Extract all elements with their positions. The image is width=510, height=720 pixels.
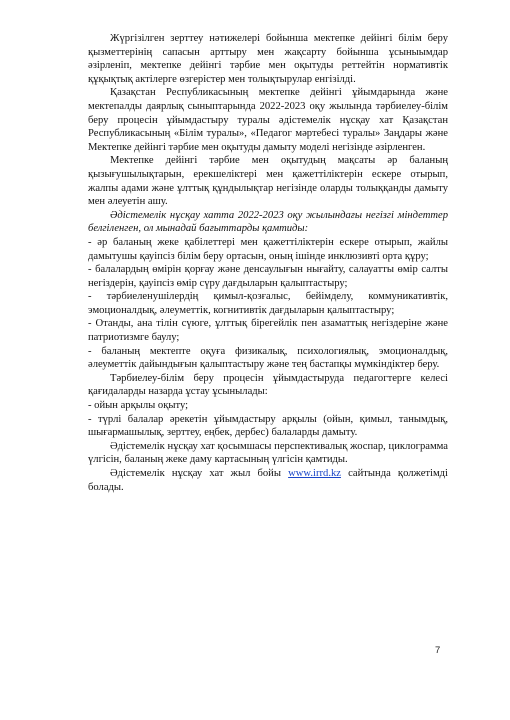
availability-text-start: Әдістемелік нұсқау хат жыл бойы [110, 468, 289, 479]
paragraph-appendix: Әдістемелік нұсқау хат қосымшасы перспективалық жоспар, циклограмма үлгісін, баланың жеке даму картасының үлгісін қамтиды. [88, 440, 448, 466]
paragraph-availability [88, 467, 448, 494]
paragraph-main-tasks: Әдістемелік нұсқау хатта 2022-2023 оқу жылындағы негізгі міндеттер белгіленген, ол мынадай бағыттарды қамтиды: [88, 209, 448, 235]
availability-text-end: сайтында қолжетімді болады. [88, 468, 449, 493]
paragraph-goal: Мектепке дейінгі тәрбие мен оқытудың мақсаты әр баланың қызығушылықтарын, ерекшеліктері мен қажеттіліктерін ескере отырып, жалпы адами және ұлттық құндылықтар негізінде оларды толыққанды дамыту мен әлеуетін ашу. [88, 155, 448, 208]
list-item: - тәрбиеленушілердің қимыл-қозғалыс, бейімделу, коммуникативтік, эмоционалдық, әлеуметтік, когнитивтік дағдыларын қалыптастыру; [88, 291, 448, 316]
website-link[interactable]: www.irrd.kz [288, 468, 341, 479]
list-item: - ойын арқылы оқыту; [88, 400, 189, 412]
list-item: - баланың мектепте оқуға физикалық, психологиялық, эмоционалдық, әлеуметтік дайындығын қалыптастыру және тең бастапқы мүмкіндіктер беру. [88, 345, 448, 371]
list-item: - әр баланың жеке қабілеттері мен қажеттіліктерін ескере отырып, жайлы дамытушы қауіпсіз білім беру ортасын, оның ішінде инклюзивті орта құру; [88, 236, 448, 262]
list-item: - балалардың өмірін қорғау және денсаулығын нығайту, салауатты өмір салты негіздерін, қауіпсіз өмір сүру дағдыларын қалыптастыру; [88, 264, 448, 289]
paragraph-research-results: Жүргізілген зерттеу нәтижелері бойынша мектепке дейінгі білім беру қызметтерінің сапасын арттыру мен жақсарту бойынша ұсыныымдар әзірленіп, мектепке дейінгі тәрбие мен оқытуды реттейтін нормативтік құқықтық актілерге өзгерістер мен толықтырулар енгізілді. [88, 33, 448, 85]
list-item: - Отанды, ана тілін сүюге, ұлттық бірегейлік пен азаматтық негіздеріне және патриотизмге баулу; [88, 318, 448, 344]
paragraph-principles: Тәрбиелеу-білім беру процесін ұйымдастыруда педагогтерге келесі қағидаларды назарда ұстау ұсынылады: [88, 372, 448, 398]
page-body [88, 32, 448, 494]
paragraph-methodological-letter: Қазақстан Республикасының мектепке дейінгі ұйымдарында және мектепалды даярлық сыныптарында 2022-2023 оқу жылында тәрбиелеу-білім беру процесін ұйымдастыру туралы әдістемелік нұсқау хат Қазақстан Республикасының «Білім туралы», «Педагог мәртебесі туралы» Заңдары және Мектепке дейінгі тәрбие мен оқытуды дамыту моделі негізінде әзірленген. [88, 87, 448, 153]
page-number: 7 [435, 645, 441, 656]
list-item: - түрлі балалар әрекетін ұйымдастыру арқылы (ойын, қимыл, танымдық, шығармашылық, зерттеу, еңбек, дербес) балаларды дамыту. [88, 413, 448, 439]
